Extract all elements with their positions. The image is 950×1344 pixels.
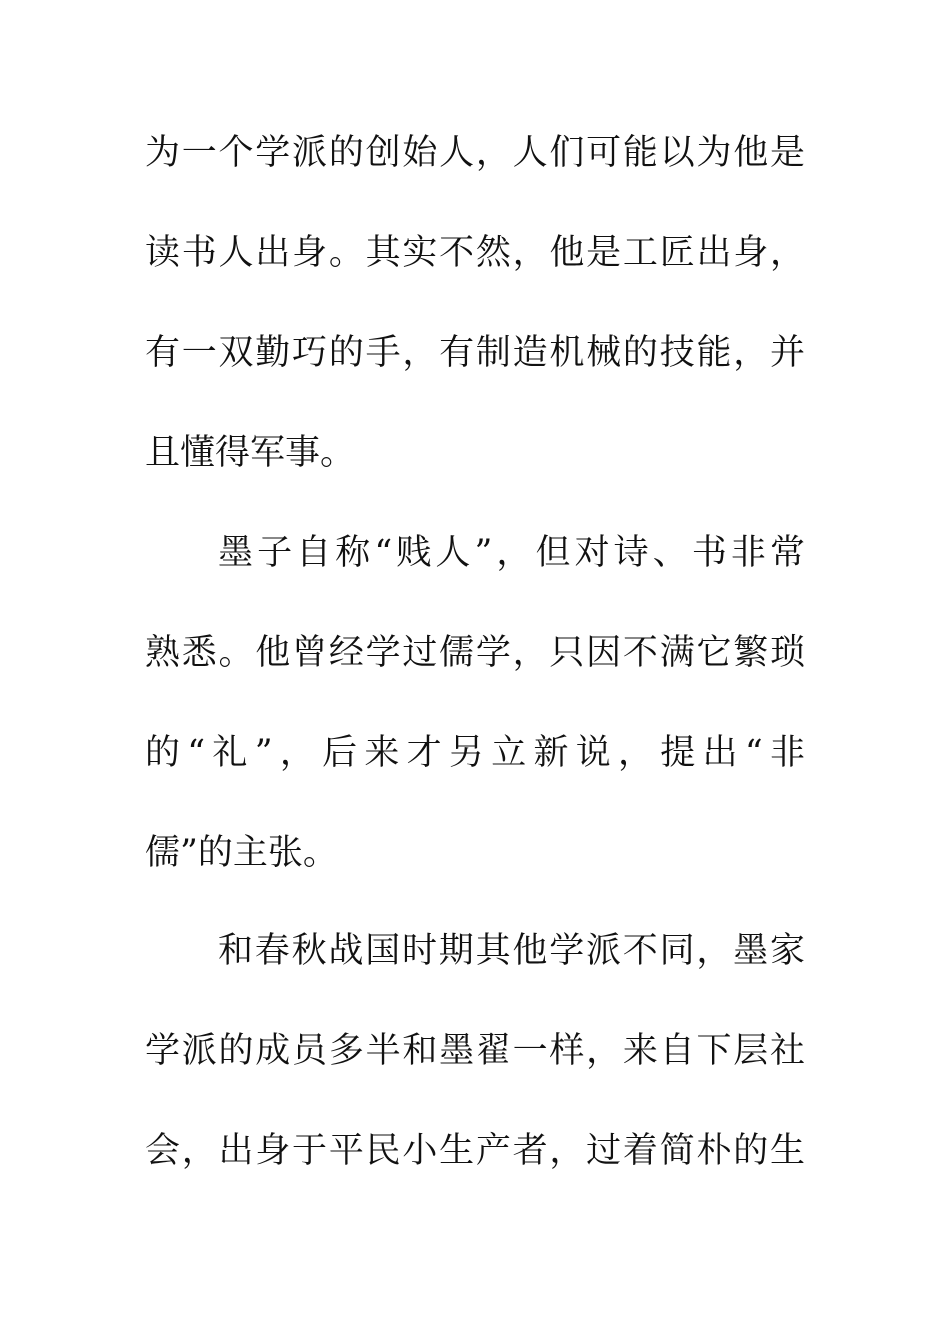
paragraph-line: 儒”的主张。 xyxy=(145,833,338,873)
paragraph-line: 有一双勤巧的手，有制造机械的技能，并 xyxy=(145,333,805,373)
paragraph-line: 为一个学派的创始人，人们可能以为他是 xyxy=(145,133,805,173)
paragraph-line: 学派的成员多半和墨翟一样，来自下层社 xyxy=(145,1031,805,1071)
paragraph-line: 熟悉。他曾经学过儒学，只因不满它繁琐 xyxy=(145,633,805,673)
paragraph-line: 且懂得军事。 xyxy=(145,433,356,473)
paragraph-line: 和春秋战国时期其他学派不同，墨家 xyxy=(218,931,805,971)
paragraph-line: 的“礼”，后来才另立新说，提出“非 xyxy=(145,733,805,773)
paragraph-line: 读书人出身。其实不然，他是工匠出身， xyxy=(145,233,805,273)
paragraph-line: 墨子自称“贱人”，但对诗、书非常 xyxy=(218,533,805,573)
paragraph-line: 会，出身于平民小生产者，过着简朴的生 xyxy=(145,1131,805,1171)
